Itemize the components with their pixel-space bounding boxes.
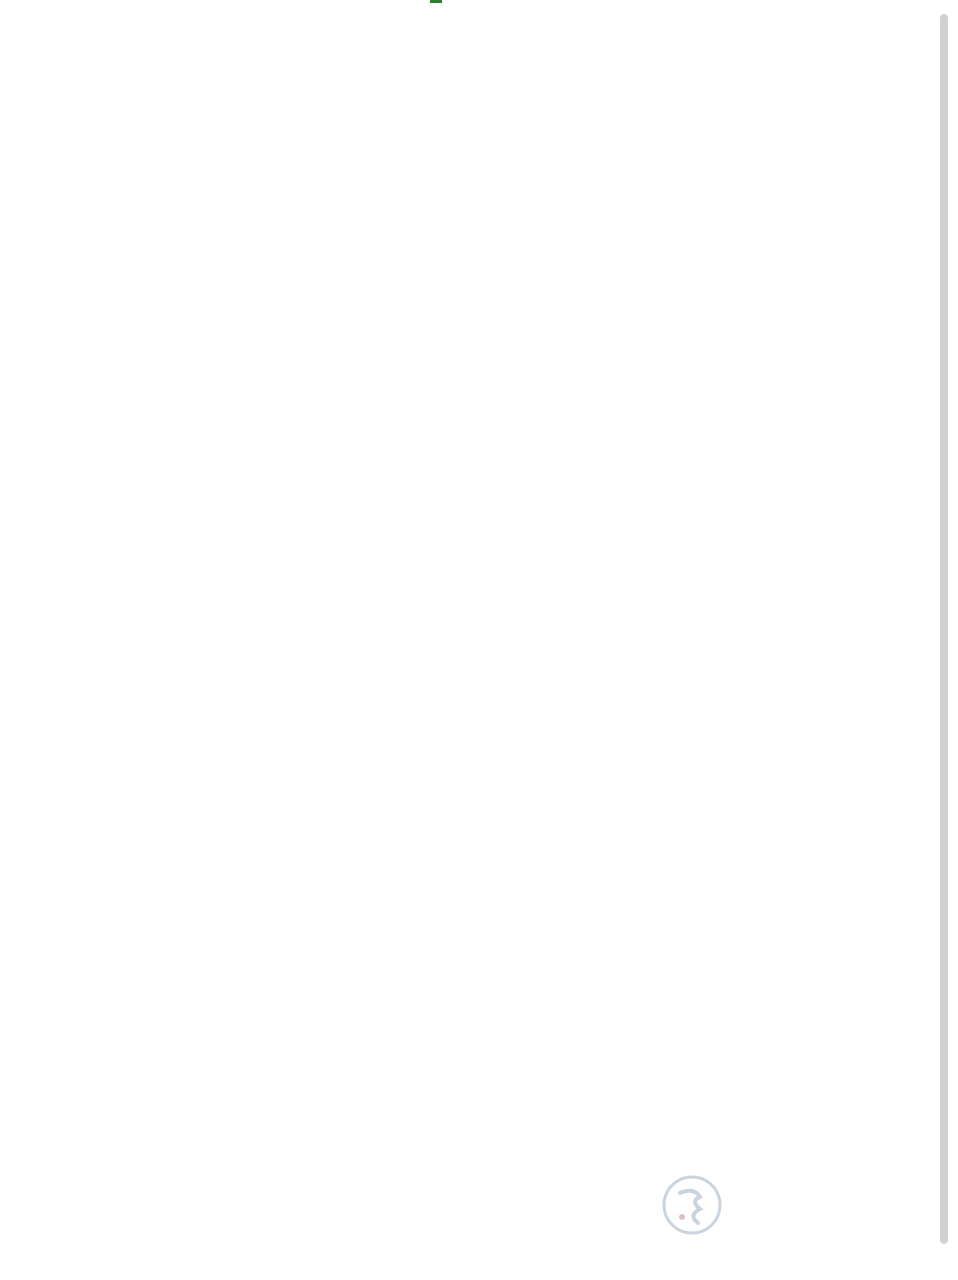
forum-logo-icon (660, 1173, 724, 1237)
vertical-scrollbar[interactable] (940, 14, 948, 1244)
sheet-title (42, 0, 938, 58)
watermark (660, 1170, 950, 1240)
